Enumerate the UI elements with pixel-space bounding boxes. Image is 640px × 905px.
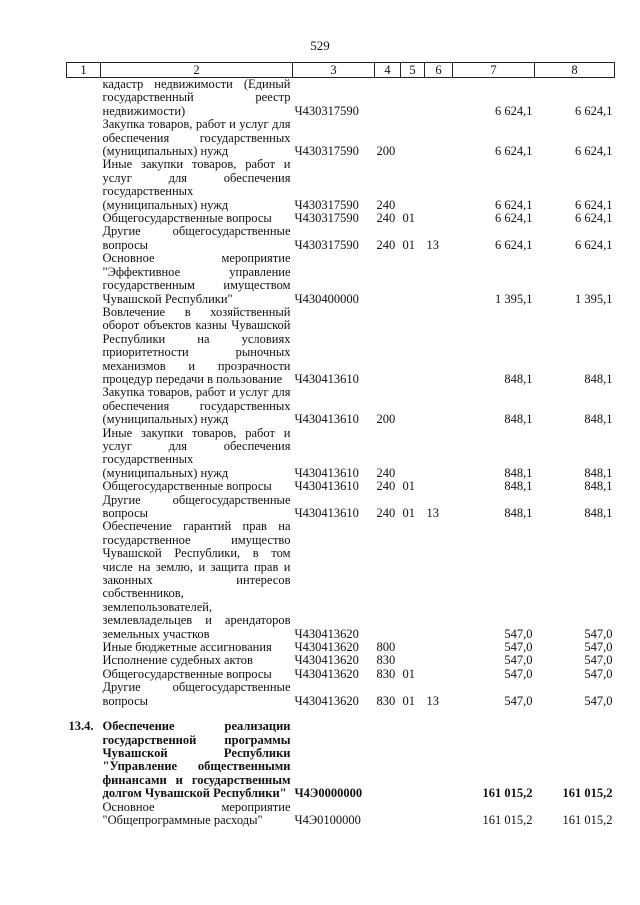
table-row [67,720,615,800]
row-col-6 [425,118,453,158]
table-row [67,480,615,493]
row-name: Обеспечение реализации государственной программы Чувашской Республики "Управление общественными финансами и государственным долгом Чувашской Республики" [102,719,291,801]
row-col-7: 547,0 [504,666,533,681]
row-col-5 [401,306,425,386]
row-col-7: 547,0 [504,653,533,668]
row-col-6: 13 [426,237,439,252]
table-row [67,78,615,119]
row-code: Ч430413610 [294,479,359,494]
row-name: кадастр недвижимости (Единый государственный реестр недвижимости) [102,77,291,118]
row-col-8: 6 624,1 [575,103,613,118]
row-col-7: 6 624,1 [495,197,533,212]
row-code: Ч430317590 [294,197,359,212]
row-number [67,212,101,225]
table-row [67,654,615,667]
row-col-7: 6 624,1 [495,144,533,159]
row-col-7: 161 015,2 [482,786,533,801]
table-row [67,212,615,225]
row-col-4: 240 [376,506,396,520]
header-col-4: 4 [375,63,401,78]
row-name: Основное мероприятие "Эффективное управление государственным имуществом Чувашской Республики" [102,251,291,306]
row-number [67,306,101,386]
header-col-5: 5 [401,63,425,78]
row-code: Ч430413610 [294,465,359,480]
row-col-7: 848,1 [504,371,533,386]
row-col-8: 848,1 [584,371,613,386]
row-col-8: 848,1 [584,506,613,520]
row-col-5 [401,654,425,667]
row-col-5: 01 [402,211,415,226]
row-code: Ч4Э0000000 [294,786,363,801]
row-col-7: 6 624,1 [495,211,533,226]
row-col-7: 6 624,1 [495,237,533,252]
row-col-8: 6 624,1 [575,211,613,226]
row-name: Другие общегосударственные вопросы [102,680,291,708]
row-code: Ч430413620 [294,666,359,681]
row-col-6 [425,212,453,225]
row-code: Ч430413620 [294,693,359,708]
row-col-5: 01 [402,506,415,520]
row-col-4: 830 [376,666,396,681]
row-col-7: 848,1 [504,479,533,494]
row-col-6 [425,654,453,667]
row-col-7: 848,1 [504,465,533,480]
row-col-6 [425,641,453,654]
table-body [67,78,615,828]
row-number [67,681,101,708]
row-col-5 [401,78,425,119]
table-row [67,427,615,481]
row-col-6 [425,78,453,119]
row-col-4 [375,520,401,641]
row-name: Обеспечение гарантий прав на государственное имущество Чувашской Республики, в том числе на землю, и защита прав и законных интересов собственников, землепользователей, землевладельцев и арендаторов земельных участков [102,519,291,641]
table-row [67,386,615,426]
table-row [67,668,615,681]
row-col-5 [401,252,425,306]
row-number [67,641,101,654]
row-col-8: 547,0 [584,653,613,668]
row-col-6 [425,720,453,800]
row-col-7: 848,1 [504,506,533,520]
row-code: Ч430317590 [294,103,359,118]
row-col-5: 01 [402,666,415,681]
row-col-8: 848,1 [584,465,613,480]
row-code: Ч430317590 [294,237,359,252]
row-col-7: 547,0 [504,626,533,641]
row-col-8: 161 015,2 [562,786,613,801]
row-col-4: 240 [376,465,396,480]
row-col-5 [401,720,425,800]
row-col-6 [425,252,453,306]
table-row [67,252,615,306]
row-number [67,225,101,252]
header-col-6: 6 [425,63,453,78]
row-col-4: 240 [376,197,396,212]
row-code: Ч430413620 [294,640,359,655]
row-code: Ч430413620 [294,653,359,668]
row-number [67,427,101,481]
row-col-5 [401,427,425,481]
row-col-8: 848,1 [584,479,613,494]
header-col-7: 7 [453,63,535,78]
row-col-8: 6 624,1 [575,237,613,252]
row-col-8: 1 395,1 [575,291,613,306]
row-col-6 [425,520,453,641]
row-col-7: 547,0 [504,693,533,708]
row-col-5: 01 [402,693,415,708]
row-col-4: 830 [376,653,396,668]
row-col-4 [375,306,401,386]
row-col-6: 13 [426,506,439,520]
row-col-4: 240 [376,211,396,226]
row-col-5 [401,386,425,426]
table-row [67,641,615,654]
row-col-8: 547,0 [584,666,613,681]
row-code: Ч430413610 [294,371,359,386]
header-col-8: 8 [535,63,615,78]
row-col-4: 830 [376,693,396,708]
row-number [67,668,101,681]
row-col-5: 01 [402,237,415,252]
row-col-4: 200 [376,412,396,427]
row-number [67,78,101,119]
row-name: Иные бюджетные ассигнования [102,640,272,655]
row-col-5: 01 [402,479,415,494]
row-col-4 [375,801,401,828]
row-col-6 [425,427,453,481]
header-row [67,63,615,78]
row-code: Ч430413610 [294,506,359,520]
table-row [67,681,615,708]
table-row [67,306,615,386]
row-col-4 [375,78,401,119]
row-name: Исполнение судебных актов [102,653,253,668]
row-number [67,520,101,641]
row-col-6 [425,306,453,386]
row-col-5 [401,118,425,158]
row-name: Вовлечение в хозяйственный оборот объектов казны Чувашской Республики на условиях приоритетности рыночных механизмов и прозрачности процедур передачи в пользование [102,304,291,386]
row-number [67,158,101,212]
row-number: 13.4. [68,719,94,734]
row-col-4 [375,252,401,306]
row-col-4: 200 [376,144,396,159]
row-name: Закупка товаров, работ и услуг для обеспечения государственных (муниципальных) нужд [102,117,291,159]
header-col-1: 1 [67,63,101,78]
row-name: Иные закупки товаров, работ и услуг для обеспечения государственных (муниципальных) нужд [102,425,291,480]
row-col-8: 547,0 [584,626,613,641]
row-col-4: 240 [376,237,396,252]
row-code: Ч4Э0100000 [294,812,361,827]
row-col-6 [425,480,453,493]
row-col-5 [401,801,425,828]
row-number [67,494,101,521]
row-col-5 [401,158,425,212]
row-col-7: 6 624,1 [495,103,533,118]
row-col-4: 240 [376,479,396,494]
table-row [67,801,615,828]
row-name: Другие общегосударственные вопросы [102,224,291,252]
row-col-6 [425,158,453,212]
row-col-8: 6 624,1 [575,197,613,212]
row-col-6 [425,801,453,828]
budget-table [66,62,615,827]
row-col-6 [425,386,453,426]
row-number [67,118,101,158]
row-col-8: 848,1 [584,412,613,427]
header-col-3: 3 [293,63,375,78]
row-col-7: 547,0 [504,640,533,655]
row-name: Другие общегосударственные вопросы [102,492,291,520]
page-number: 529 [310,38,330,53]
row-number [67,480,101,493]
row-col-5 [401,641,425,654]
row-name: Иные закупки товаров, работ и услуг для обеспечения государственных (муниципальных) нужд [102,157,291,212]
row-name: Основное мероприятие "Общепрограммные расходы" [102,799,291,827]
row-number [67,654,101,667]
row-col-5 [401,520,425,641]
row-code: Ч430413610 [294,412,359,427]
row-name: Общегосударственные вопросы [102,666,272,681]
row-code: Ч430400000 [294,291,359,306]
row-col-8: 547,0 [584,693,613,708]
row-col-7: 161 015,2 [482,812,533,827]
row-col-4: 800 [376,640,396,655]
row-col-7: 1 395,1 [495,291,533,306]
row-number [67,801,101,828]
row-name: Общегосударственные вопросы [102,211,272,226]
row-code: Ч430317590 [294,144,359,159]
row-code: Ч430413620 [294,626,359,641]
header-col-2: 2 [101,63,293,78]
row-code: Ч430317590 [294,211,359,226]
row-col-4 [375,720,401,800]
table-row [67,225,615,252]
row-col-7: 848,1 [504,412,533,427]
row-number [67,252,101,306]
row-col-8: 161 015,2 [562,812,613,827]
row-col-8: 547,0 [584,640,613,655]
row-name: Общегосударственные вопросы [102,479,272,494]
row-number [67,386,101,426]
table-row [67,118,615,158]
table-row [67,158,615,212]
row-col-8: 6 624,1 [575,144,613,159]
table-row [67,520,615,641]
row-name: Закупка товаров, работ и услуг для обеспечения государственных (муниципальных) нужд [102,385,291,427]
row-col-6 [425,668,453,681]
table-row [67,494,615,521]
row-col-6: 13 [426,693,439,708]
